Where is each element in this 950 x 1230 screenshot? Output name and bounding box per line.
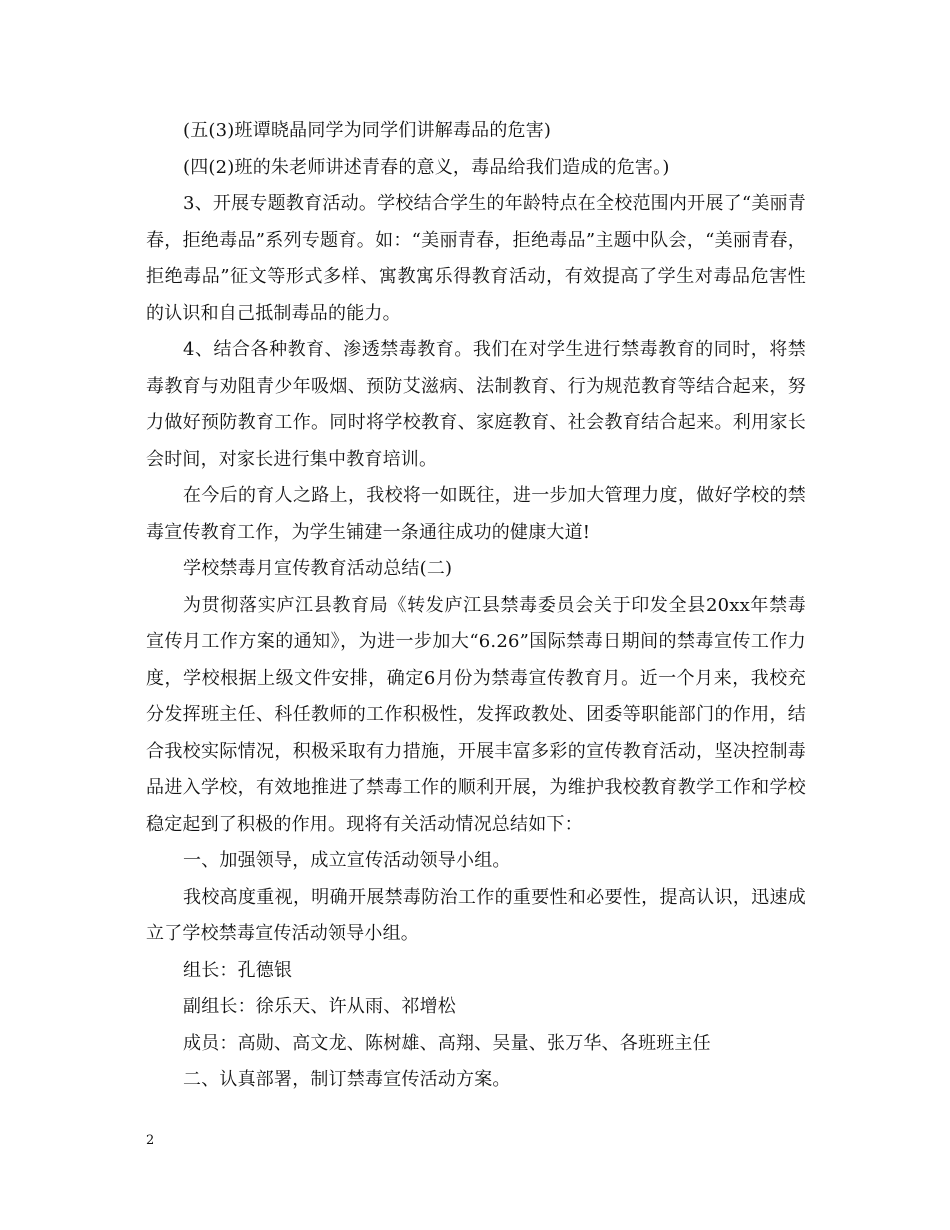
- page-number: 2: [146, 1133, 155, 1148]
- section-heading-plan: 二、认真部署，制订禁毒宣传活动方案。: [183, 1069, 511, 1090]
- paragraph-implementation-overview: 为贯彻落实庐江县教育局《转发庐江县禁毒委员会关于印发全县20xx年禁毒宣传月工作方案的通知》，为进一步加大“6.26”国际禁毒日期间的禁毒宣传工作力度，学校根据上级文件安排，确定6月份为禁毒宣传教育月。近一个月来，我校充分发挥班主任、科任教师的工作积极性，发挥政教处、团委等职能部门的作用，结合我校实际情况，积极采取有力措施，开展丰富多彩的宣传教育活动，坚决控制毒品进入学校，有效地推进了禁毒工作的顺利开展，为维护我校教育教学工作和学校稳定起到了积极的作用。现将有关活动情况总结如下：: [146, 594, 806, 835]
- document-body: [146, 113, 806, 1099]
- paragraph-student-lecture-caption: (五(3)班谭晓晶同学为同学们讲解毒品的危害): [183, 120, 552, 141]
- group-leader-line: 组长：孔德银: [183, 959, 293, 981]
- deputy-leader-line: 副组长：徐乐天、许从雨、祁增松: [183, 996, 456, 1017]
- section-heading-leadership: 一、加强领导，成立宣传活动领导小组。: [183, 850, 511, 871]
- paragraph-teacher-lecture-caption: (四(2)班的朱老师讲述青春的意义，毒品给我们造成的危害。): [183, 156, 670, 178]
- paragraph-special-education-activity: 3、开展专题教育活动。学校结合学生的年龄特点在全校范围内开展了“美丽青春，拒绝毒品”系列专题育。如：“美丽青春，拒绝毒品”主题中队会，“美丽青春，拒绝毒品”征文等形式多样、寓教寓乐得教育活动，有效提高了学生对毒品危害性的认识和自己抵制毒品的能力。: [146, 193, 806, 324]
- members-line: 成员：高勋、高文龙、陈树雄、高翔、吴量、张万华、各班班主任: [183, 1032, 711, 1054]
- paragraph-leadership-group: 我校高度重视，明确开展禁毒防治工作的重要性和必要性，提高认识，迅速成立了学校禁毒宣传活动领导小组。: [146, 886, 806, 944]
- paragraph-combined-education: 4、结合各种教育、渗透禁毒教育。我们在对学生进行禁毒教育的同时，将禁毒教育与劝阻青少年吸烟、预防艾滋病、法制教育、行为规范教育等结合起来，努力做好预防教育工作。同时将学校教育、家庭教育、社会教育结合起来。利用家长会时间，对家长进行集中教育培训。: [146, 339, 806, 470]
- section-heading-summary-two: 学校禁毒月宣传教育活动总结(二): [183, 558, 453, 579]
- paragraph-future-commitment: 在今后的育人之路上，我校将一如既往，进一步加大管理力度，做好学校的禁毒宣传教育工作，为学生铺建一条通往成功的健康大道!: [146, 485, 806, 543]
